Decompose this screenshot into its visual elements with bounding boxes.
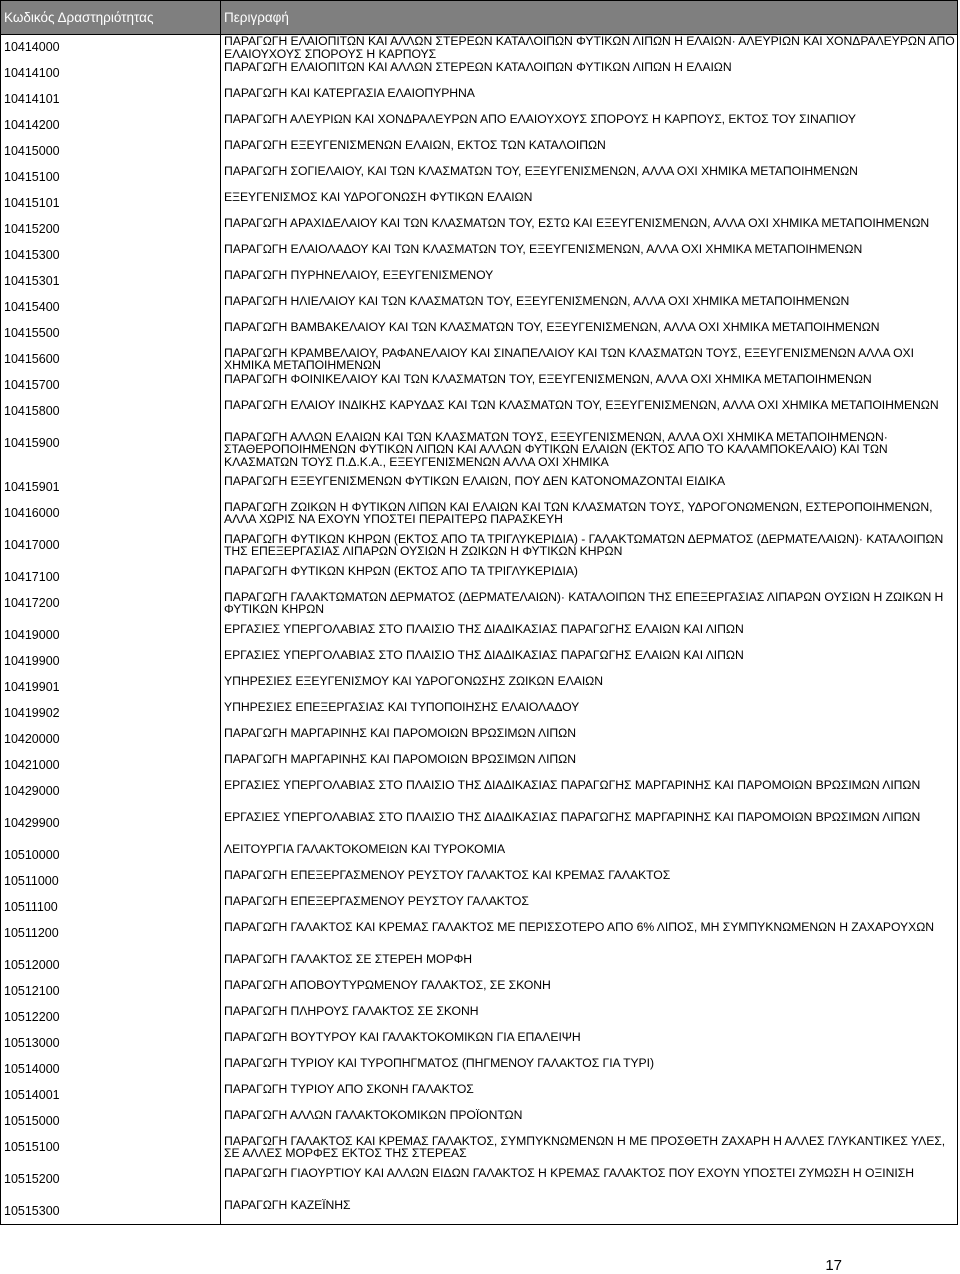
table-row (1, 165, 958, 191)
activity-code: 10514000 (1, 1057, 221, 1083)
table-row (1, 295, 958, 321)
activity-description: ΠΑΡΑΓΩΓΗ ΣΟΓΙΕΛΑΙΟΥ, ΚΑΙ ΤΩΝ ΚΛΑΣΜΑΤΩΝ ΤΟΥ, ΕΞΕΥΓΕΝΙΣΜΕΝΩΝ, ΑΛΛΑ ΟΧΙ ΧΗΜΙΚΑ ΜΕΤΑΠΟΙΗΜΕΝΩΝ (221, 165, 958, 191)
table-row (1, 1199, 958, 1225)
activity-code: 10429000 (1, 779, 221, 811)
activity-code: 10511000 (1, 869, 221, 895)
table-row (1, 501, 958, 533)
column-header-code: Κωδικός Δραστηριότητας (1, 1, 221, 35)
activity-description: ΠΑΡΑΓΩΓΗ ΓΑΛΑΚΤΟΣ ΣΕ ΣΤΕΡΕΗ ΜΟΡΦΗ (221, 953, 958, 979)
activity-description: ΠΑΡΑΓΩΓΗ ΒΑΜΒΑΚΕΛΑΙΟΥ ΚΑΙ ΤΩΝ ΚΛΑΣΜΑΤΩΝ ΤΟΥ, ΕΞΕΥΓΕΝΙΣΜΕΝΩΝ, ΑΛΛΑ ΟΧΙ ΧΗΜΙΚΑ ΜΕΤΑΠΟΙΗΜΕΝΩΝ (221, 321, 958, 347)
activity-code: 10417200 (1, 591, 221, 623)
activity-description: ΠΑΡΑΓΩΓΗ ΕΛΑΙΟΥ ΙΝΔΙΚΗΣ ΚΑΡΥΔΑΣ ΚΑΙ ΤΩΝ ΚΛΑΣΜΑΤΩΝ ΤΟΥ, ΕΞΕΥΓΕΝΙΣΜΕΝΩΝ, ΑΛΛΑ ΟΧΙ ΧΗΜΙΚΑ ΜΕΤΑΠΟΙΗΜΕΝΩΝ (221, 399, 958, 431)
table-row (1, 35, 958, 61)
activity-code: 10515100 (1, 1135, 221, 1167)
table-row (1, 87, 958, 113)
table-row (1, 1031, 958, 1057)
activity-code: 10415100 (1, 165, 221, 191)
activity-code: 10512200 (1, 1005, 221, 1031)
column-header-description: Περιγραφή (221, 1, 958, 35)
table-row (1, 727, 958, 753)
activity-description: ΕΡΓΑΣΙΕΣ ΥΠΕΡΓΟΛΑΒΙΑΣ ΣΤΟ ΠΛΑΙΣΙΟ ΤΗΣ ΔΙΑΔΙΚΑΣΙΑΣ ΠΑΡΑΓΩΓΗΣ ΕΛΑΙΩΝ ΚΑΙ ΛΙΠΩΝ (221, 649, 958, 675)
activity-code: 10421000 (1, 753, 221, 779)
table-row (1, 843, 958, 869)
activity-description: ΠΑΡΑΓΩΓΗ ΕΛΑΙΟΛΑΔΟΥ ΚΑΙ ΤΩΝ ΚΛΑΣΜΑΤΩΝ ΤΟΥ, ΕΞΕΥΓΕΝΙΣΜΕΝΩΝ, ΑΛΛΑ ΟΧΙ ΧΗΜΙΚΑ ΜΕΤΑΠΟΙΗΜΕΝΩΝ (221, 243, 958, 269)
table-row (1, 979, 958, 1005)
activity-code: 10417100 (1, 565, 221, 591)
activity-description: ΥΠΗΡΕΣΙΕΣ ΕΞΕΥΓΕΝΙΣΜΟΥ ΚΑΙ ΥΔΡΟΓΟΝΩΣΗΣ ΖΩΙΚΩΝ ΕΛΑΙΩΝ (221, 675, 958, 701)
table-row (1, 1109, 958, 1135)
table-row (1, 591, 958, 623)
table-row (1, 431, 958, 475)
activity-description: ΠΑΡΑΓΩΓΗ ΑΛΛΩΝ ΓΑΛΑΚΤΟΚΟΜΙΚΩΝ ΠΡΟΪΟΝΤΩΝ (221, 1109, 958, 1135)
activity-code: 10414101 (1, 87, 221, 113)
activity-description: ΕΞΕΥΓΕΝΙΣΜΟΣ ΚΑΙ ΥΔΡΟΓΟΝΩΣΗ ΦΥΤΙΚΩΝ ΕΛΑΙΩΝ (221, 191, 958, 217)
table-row (1, 373, 958, 399)
table-row (1, 1057, 958, 1083)
table-row (1, 243, 958, 269)
activity-code: 10415200 (1, 217, 221, 243)
activity-code: 10515200 (1, 1167, 221, 1199)
table-row (1, 113, 958, 139)
activity-description: ΠΑΡΑΓΩΓΗ ΑΠΟΒΟΥΤΥΡΩΜΕΝΟΥ ΓΑΛΑΚΤΟΣ, ΣΕ ΣΚΟΝΗ (221, 979, 958, 1005)
activity-description: ΠΑΡΑΓΩΓΗ ΓΑΛΑΚΤΟΣ ΚΑΙ ΚΡΕΜΑΣ ΓΑΛΑΚΤΟΣ ΜΕ ΠΕΡΙΣΣΟΤΕΡΟ ΑΠΟ 6% ΛΙΠΟΣ, ΜΗ ΣΥΜΠΥΚΝΩΜΕΝΩΝ Η ΖΑΧΑΡΟΥΧΩΝ (221, 921, 958, 953)
activity-description: ΠΑΡΑΓΩΓΗ ΜΑΡΓΑΡΙΝΗΣ ΚΑΙ ΠΑΡΟΜΟΙΩΝ ΒΡΩΣΙΜΩΝ ΛΙΠΩΝ (221, 727, 958, 753)
table-row (1, 475, 958, 501)
activity-code: 10513000 (1, 1031, 221, 1057)
activity-code: 10420000 (1, 727, 221, 753)
table-row (1, 217, 958, 243)
activity-code: 10429900 (1, 811, 221, 843)
table-row (1, 701, 958, 727)
activity-description: ΠΑΡΑΓΩΓΗ ΑΡΑΧΙΔΕΛΑΙΟΥ ΚΑΙ ΤΩΝ ΚΛΑΣΜΑΤΩΝ ΤΟΥ, ΕΣΤΩ ΚΑΙ ΕΞΕΥΓΕΝΙΣΜΕΝΩΝ, ΑΛΛΑ ΟΧΙ ΧΗΜΙΚΑ ΜΕΤΑΠΟΙΗΜΕΝΩΝ (221, 217, 958, 243)
table-row (1, 347, 958, 373)
activity-description: ΠΑΡΑΓΩΓΗ ΚΑΖΕΪΝΗΣ (221, 1199, 958, 1225)
activity-description: ΠΑΡΑΓΩΓΗ ΓΙΑΟΥΡΤΙΟΥ ΚΑΙ ΑΛΛΩΝ ΕΙΔΩΝ ΓΑΛΑΚΤΟΣ Η ΚΡΕΜΑΣ ΓΑΛΑΚΤΟΣ ΠΟΥ ΕΧΟΥΝ ΥΠΟΣΤΕΙ ΖΥΜΩΣΗ Η ΟΞΙΝΙΣΗ (221, 1167, 958, 1199)
activity-description: ΠΑΡΑΓΩΓΗ ΕΞΕΥΓΕΝΙΣΜΕΝΩΝ ΕΛΑΙΩΝ, ΕΚΤΟΣ ΤΩΝ ΚΑΤΑΛΟΙΠΩΝ (221, 139, 958, 165)
activity-code: 10512100 (1, 979, 221, 1005)
table-row (1, 321, 958, 347)
activity-description: ΠΑΡΑΓΩΓΗ ΓΑΛΑΚΤΩΜΑΤΩΝ ΔΕΡΜΑΤΟΣ (ΔΕΡΜΑΤΕΛΑΙΩΝ)· ΚΑΤΑΛΟΙΠΩΝ ΤΗΣ ΕΠΕΞΕΡΓΑΣΙΑΣ ΛΙΠΑΡΩΝ ΟΥΣΙΩΝ Η ΖΩΙΚΩΝ Η ΦΥΤΙΚΩΝ ΚΗΡΩΝ (221, 591, 958, 623)
activity-description: ΠΑΡΑΓΩΓΗ ΕΠΕΞΕΡΓΑΣΜΕΝΟΥ ΡΕΥΣΤΟΥ ΓΑΛΑΚΤΟΣ (221, 895, 958, 921)
activity-code: 10515300 (1, 1199, 221, 1225)
table-row (1, 675, 958, 701)
activity-code: 10419901 (1, 675, 221, 701)
activity-code: 10511100 (1, 895, 221, 921)
activity-code: 10416000 (1, 501, 221, 533)
activity-description: ΠΑΡΑΓΩΓΗ ΦΥΤΙΚΩΝ ΚΗΡΩΝ (ΕΚΤΟΣ ΑΠΟ ΤΑ ΤΡΙΓΛΥΚΕΡΙΔΙΑ) (221, 565, 958, 591)
activity-code: 10415000 (1, 139, 221, 165)
table-row (1, 623, 958, 649)
activity-code: 10414000 (1, 35, 221, 61)
activity-description: ΠΑΡΑΓΩΓΗ ΜΑΡΓΑΡΙΝΗΣ ΚΑΙ ΠΑΡΟΜΟΙΩΝ ΒΡΩΣΙΜΩΝ ΛΙΠΩΝ (221, 753, 958, 779)
table-row (1, 191, 958, 217)
activity-description: ΥΠΗΡΕΣΙΕΣ ΕΠΕΞΕΡΓΑΣΙΑΣ ΚΑΙ ΤΥΠΟΠΟΙΗΣΗΣ ΕΛΑΙΟΛΑΔΟΥ (221, 701, 958, 727)
activity-code: 10419900 (1, 649, 221, 675)
activity-code: 10414100 (1, 61, 221, 87)
activity-code: 10415500 (1, 321, 221, 347)
activity-code: 10415101 (1, 191, 221, 217)
table-row (1, 921, 958, 953)
activity-description: ΠΑΡΑΓΩΓΗ ΕΛΑΙΟΠΙΤΩΝ ΚΑΙ ΑΛΛΩΝ ΣΤΕΡΕΩΝ ΚΑΤΑΛΟΙΠΩΝ ΦΥΤΙΚΩΝ ΛΙΠΩΝ Η ΕΛΑΙΩΝ (221, 61, 958, 87)
table-row (1, 1083, 958, 1109)
table-row (1, 753, 958, 779)
activity-code: 10415300 (1, 243, 221, 269)
activity-description: ΠΑΡΑΓΩΓΗ ΚΑΙ ΚΑΤΕΡΓΑΣΙΑ ΕΛΑΙΟΠΥΡΗΝΑ (221, 87, 958, 113)
table-row (1, 1135, 958, 1167)
page-number: 17 (825, 1257, 842, 1274)
activity-description: ΠΑΡΑΓΩΓΗ ΦΟΙΝΙΚΕΛΑΙΟΥ ΚΑΙ ΤΩΝ ΚΛΑΣΜΑΤΩΝ ΤΟΥ, ΕΞΕΥΓΕΝΙΣΜΕΝΩΝ, ΑΛΛΑ ΟΧΙ ΧΗΜΙΚΑ ΜΕΤΑΠΟΙΗΜΕΝΩΝ (221, 373, 958, 399)
table-row (1, 649, 958, 675)
activity-code: 10512000 (1, 953, 221, 979)
table-row (1, 1167, 958, 1199)
activity-description: ΛΕΙΤΟΥΡΓΙΑ ΓΑΛΑΚΤΟΚΟΜΕΙΩΝ ΚΑΙ ΤΥΡΟΚΟΜΙΑ (221, 843, 958, 869)
activity-code: 10514001 (1, 1083, 221, 1109)
table-row (1, 61, 958, 87)
activity-code: 10419000 (1, 623, 221, 649)
activity-code: 10415800 (1, 399, 221, 431)
activity-code: 10415600 (1, 347, 221, 373)
activity-description: ΠΑΡΑΓΩΓΗ ΗΛΙΕΛΑΙΟΥ ΚΑΙ ΤΩΝ ΚΛΑΣΜΑΤΩΝ ΤΟΥ, ΕΞΕΥΓΕΝΙΣΜΕΝΩΝ, ΑΛΛΑ ΟΧΙ ΧΗΜΙΚΑ ΜΕΤΑΠΟΙΗΜΕΝΩΝ (221, 295, 958, 321)
table-row (1, 533, 958, 565)
activity-description: ΠΑΡΑΓΩΓΗ ΖΩΙΚΩΝ Η ΦΥΤΙΚΩΝ ΛΙΠΩΝ ΚΑΙ ΕΛΑΙΩΝ ΚΑΙ ΤΩΝ ΚΛΑΣΜΑΤΩΝ ΤΟΥΣ, ΥΔΡΟΓΟΝΩΜΕΝΩΝ, ΕΣΤΕΡΟΠΟΙΗΜΕΝΩΝ, ΑΛΛΑ ΧΩΡΙΣ ΝΑ ΕΧΟΥΝ ΥΠΟΣΤΕΙ ΠΕΡΑΙΤΕΡΩ ΠΑΡΑΣΚΕΥΗ (221, 501, 958, 533)
activity-code: 10414200 (1, 113, 221, 139)
table-row (1, 399, 958, 431)
activity-description: ΠΑΡΑΓΩΓΗ ΑΛΛΩΝ ΕΛΑΙΩΝ ΚΑΙ ΤΩΝ ΚΛΑΣΜΑΤΩΝ ΤΟΥΣ, ΕΞΕΥΓΕΝΙΣΜΕΝΩΝ, ΑΛΛΑ ΟΧΙ ΧΗΜΙΚΑ ΜΕΤΑΠΟΙΗΜΕΝΩΝ· ΣΤΑΘΕΡΟΠΟΙΗΜΕΝΩΝ ΦΥΤΙΚΩΝ ΛΙΠΩΝ ΚΑΙ ΑΛΛΩΝ ΦΥΤΙΚΩΝ ΕΛΑΙΩΝ (ΕΚΤΟΣ ΑΠΟ ΤΟ ΚΑΛΑΜΠΟΚΕΛΑΙΟ) ΚΑΙ ΤΩΝ ΚΛΑΣΜΑΤΩΝ ΤΟΥΣ Π.Δ.Κ.Α., ΕΞΕΥΓΕΝΙΣΜΕΝΩΝ ΑΛΛΑ ΟΧΙ ΧΗΜΙΚΑ (221, 431, 958, 475)
table-row (1, 895, 958, 921)
activity-description: ΕΡΓΑΣΙΕΣ ΥΠΕΡΓΟΛΑΒΙΑΣ ΣΤΟ ΠΛΑΙΣΙΟ ΤΗΣ ΔΙΑΔΙΚΑΣΙΑΣ ΠΑΡΑΓΩΓΗΣ ΜΑΡΓΑΡΙΝΗΣ ΚΑΙ ΠΑΡΟΜΟΙΩΝ ΒΡΩΣΙΜΩΝ ΛΙΠΩΝ (221, 811, 958, 843)
activity-description: ΠΑΡΑΓΩΓΗ ΕΞΕΥΓΕΝΙΣΜΕΝΩΝ ΦΥΤΙΚΩΝ ΕΛΑΙΩΝ, ΠΟΥ ΔΕΝ ΚΑΤΟΝΟΜΑΖΟΝΤΑΙ ΕΙΔΙΚΑ (221, 475, 958, 501)
activity-code: 10511200 (1, 921, 221, 953)
activity-description: ΕΡΓΑΣΙΕΣ ΥΠΕΡΓΟΛΑΒΙΑΣ ΣΤΟ ΠΛΑΙΣΙΟ ΤΗΣ ΔΙΑΔΙΚΑΣΙΑΣ ΠΑΡΑΓΩΓΗΣ ΕΛΑΙΩΝ ΚΑΙ ΛΙΠΩΝ (221, 623, 958, 649)
table-header-row (1, 1, 958, 35)
activity-description: ΠΑΡΑΓΩΓΗ ΚΡΑΜΒΕΛΑΙΟΥ, ΡΑΦΑΝΕΛΑΙΟΥ ΚΑΙ ΣΙΝΑΠΕΛΑΙΟΥ ΚΑΙ ΤΩΝ ΚΛΑΣΜΑΤΩΝ ΤΟΥΣ, ΕΞΕΥΓΕΝΙΣΜΕΝΩΝ ΑΛΛΑ ΟΧΙ ΧΗΜΙΚΑ ΜΕΤΑΠΟΙΗΜΕΝΩΝ (221, 347, 958, 373)
activity-description: ΠΑΡΑΓΩΓΗ ΓΑΛΑΚΤΟΣ ΚΑΙ ΚΡΕΜΑΣ ΓΑΛΑΚΤΟΣ, ΣΥΜΠΥΚΝΩΜΕΝΩΝ Η ΜΕ ΠΡΟΣΘΕΤΗ ΖΑΧΑΡΗ Η ΑΛΛΕΣ ΓΛΥΚΑΝΤΙΚΕΣ ΥΛΕΣ, ΣΕ ΑΛΛΕΣ ΜΟΡΦΕΣ ΕΚΤΟΣ ΤΗΣ ΣΤΕΡΕΑΣ (221, 1135, 958, 1167)
table-row (1, 811, 958, 843)
table-row (1, 953, 958, 979)
activity-description: ΠΑΡΑΓΩΓΗ ΕΛΑΙΟΠΙΤΩΝ ΚΑΙ ΑΛΛΩΝ ΣΤΕΡΕΩΝ ΚΑΤΑΛΟΙΠΩΝ ΦΥΤΙΚΩΝ ΛΙΠΩΝ Η ΕΛΑΙΩΝ· ΑΛΕΥΡΙΩΝ ΚΑΙ ΧΟΝΔΡΑΛΕΥΡΩΝ ΑΠΟ ΕΛΑΙΟΥΧΟΥΣ ΣΠΟΡΟΥΣ Η ΚΑΡΠΟΥΣ (221, 35, 958, 61)
activity-code: 10415900 (1, 431, 221, 475)
activity-description: ΠΑΡΑΓΩΓΗ ΠΥΡΗΝΕΛΑΙΟΥ, ΕΞΕΥΓΕΝΙΣΜΕΝΟΥ (221, 269, 958, 295)
activity-description: ΕΡΓΑΣΙΕΣ ΥΠΕΡΓΟΛΑΒΙΑΣ ΣΤΟ ΠΛΑΙΣΙΟ ΤΗΣ ΔΙΑΔΙΚΑΣΙΑΣ ΠΑΡΑΓΩΓΗΣ ΜΑΡΓΑΡΙΝΗΣ ΚΑΙ ΠΑΡΟΜΟΙΩΝ ΒΡΩΣΙΜΩΝ ΛΙΠΩΝ (221, 779, 958, 811)
activity-code: 10415400 (1, 295, 221, 321)
activity-description: ΠΑΡΑΓΩΓΗ ΦΥΤΙΚΩΝ ΚΗΡΩΝ (ΕΚΤΟΣ ΑΠΟ ΤΑ ΤΡΙΓΛΥΚΕΡΙΔΙΑ) - ΓΑΛΑΚΤΩΜΑΤΩΝ ΔΕΡΜΑΤΟΣ (ΔΕΡΜΑΤΕΛΑΙΩΝ)· ΚΑΤΑΛΟΙΠΩΝ ΤΗΣ ΕΠΕΞΕΡΓΑΣΙΑΣ ΛΙΠΑΡΩΝ ΟΥΣΙΩΝ Η ΖΩΙΚΩΝ Η ΦΥΤΙΚΩΝ ΚΗΡΩΝ (221, 533, 958, 565)
table-row (1, 869, 958, 895)
activity-code: 10415901 (1, 475, 221, 501)
activity-code: 10419902 (1, 701, 221, 727)
activity-description: ΠΑΡΑΓΩΓΗ ΠΛΗΡΟΥΣ ΓΑΛΑΚΤΟΣ ΣΕ ΣΚΟΝΗ (221, 1005, 958, 1031)
activity-code: 10415301 (1, 269, 221, 295)
activity-description: ΠΑΡΑΓΩΓΗ ΑΛΕΥΡΙΩΝ ΚΑΙ ΧΟΝΔΡΑΛΕΥΡΩΝ ΑΠΟ ΕΛΑΙΟΥΧΟΥΣ ΣΠΟΡΟΥΣ Η ΚΑΡΠΟΥΣ, ΕΚΤΟΣ ΤΟΥ ΣΙΝΑΠΙΟΥ (221, 113, 958, 139)
activity-code: 10515000 (1, 1109, 221, 1135)
table-row (1, 1005, 958, 1031)
activity-code: 10417000 (1, 533, 221, 565)
table-row (1, 779, 958, 811)
activity-description: ΠΑΡΑΓΩΓΗ ΤΥΡΙΟΥ ΑΠΟ ΣΚΟΝΗ ΓΑΛΑΚΤΟΣ (221, 1083, 958, 1109)
activity-description: ΠΑΡΑΓΩΓΗ ΕΠΕΞΕΡΓΑΣΜΕΝΟΥ ΡΕΥΣΤΟΥ ΓΑΛΑΚΤΟΣ ΚΑΙ ΚΡΕΜΑΣ ΓΑΛΑΚΤΟΣ (221, 869, 958, 895)
activity-code: 10510000 (1, 843, 221, 869)
activity-description: ΠΑΡΑΓΩΓΗ ΒΟΥΤΥΡΟΥ ΚΑΙ ΓΑΛΑΚΤΟΚΟΜΙΚΩΝ ΓΙΑ ΕΠΑΛΕΙΨΗ (221, 1031, 958, 1057)
activity-description: ΠΑΡΑΓΩΓΗ ΤΥΡΙΟΥ ΚΑΙ ΤΥΡΟΠΗΓΜΑΤΟΣ (ΠΗΓΜΕΝΟΥ ΓΑΛΑΚΤΟΣ ΓΙΑ ΤΥΡΙ) (221, 1057, 958, 1083)
table-row (1, 269, 958, 295)
table-row (1, 565, 958, 591)
activity-code: 10415700 (1, 373, 221, 399)
table-row (1, 139, 958, 165)
